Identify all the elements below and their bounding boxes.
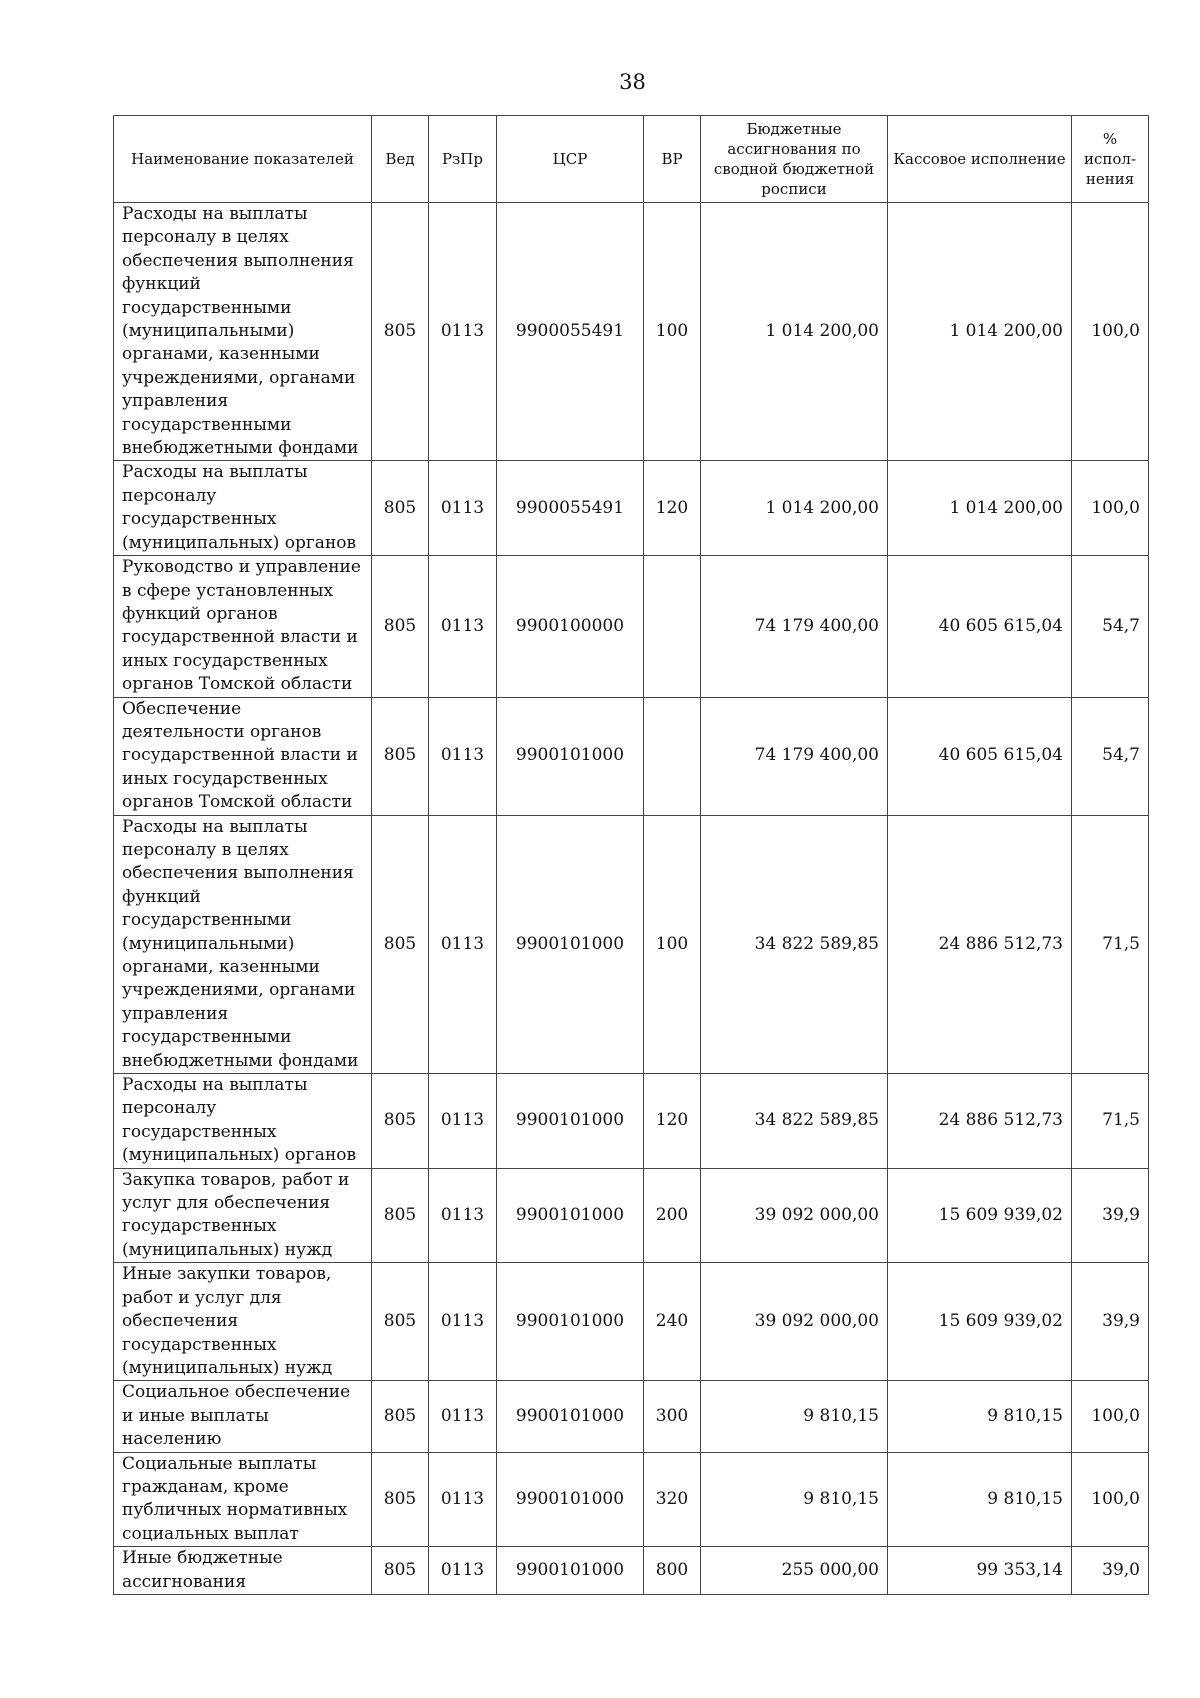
- row-vr: [644, 556, 701, 697]
- table-row: [114, 815, 1149, 1073]
- row-executed: 9 810,15: [888, 1381, 1072, 1452]
- row-rzpr: 0113: [429, 1263, 497, 1381]
- row-vr: 240: [644, 1263, 701, 1381]
- row-allocated: 34 822 589,85: [701, 815, 888, 1073]
- row-csr: 9900101000: [497, 1452, 644, 1547]
- header-name: Наименование показателей: [114, 116, 372, 203]
- row-percent: 39,0: [1072, 1547, 1149, 1595]
- row-rzpr: 0113: [429, 556, 497, 697]
- row-ved: 805: [372, 815, 429, 1073]
- row-csr: 9900101000: [497, 1263, 644, 1381]
- table-row: [114, 461, 1149, 556]
- row-allocated: 1 014 200,00: [701, 203, 888, 461]
- row-ved: 805: [372, 556, 429, 697]
- row-name: Руководство и управление в сфере установленных функций органов государственной власти и иных государственных органов Томской области: [114, 556, 372, 697]
- row-allocated: 74 179 400,00: [701, 556, 888, 697]
- row-vr: 100: [644, 815, 701, 1073]
- row-csr: 9900101000: [497, 815, 644, 1073]
- row-ved: 805: [372, 697, 429, 815]
- row-rzpr: 0113: [429, 1168, 497, 1263]
- row-executed: 24 886 512,73: [888, 1074, 1072, 1169]
- table-row: [114, 1547, 1149, 1595]
- row-vr: 800: [644, 1547, 701, 1595]
- row-executed: 15 609 939,02: [888, 1263, 1072, 1381]
- row-allocated: 9 810,15: [701, 1452, 888, 1547]
- row-percent: 39,9: [1072, 1263, 1149, 1381]
- row-ved: 805: [372, 1168, 429, 1263]
- row-name: Обеспечение деятельности органов государственной власти и иных государственных органов Томской области: [114, 697, 372, 815]
- row-rzpr: 0113: [429, 697, 497, 815]
- table-row: [114, 1074, 1149, 1169]
- row-vr: 120: [644, 461, 701, 556]
- row-allocated: 9 810,15: [701, 1381, 888, 1452]
- header-allocated: Бюджетные ассигнования по сводной бюджетной росписи: [701, 116, 888, 203]
- row-executed: 40 605 615,04: [888, 697, 1072, 815]
- row-vr: 200: [644, 1168, 701, 1263]
- row-csr: 9900101000: [497, 697, 644, 815]
- row-executed: 9 810,15: [888, 1452, 1072, 1547]
- table-row: [114, 556, 1149, 697]
- row-ved: 805: [372, 1547, 429, 1595]
- header-ved: Вед: [372, 116, 429, 203]
- row-csr: 9900101000: [497, 1381, 644, 1452]
- row-percent: 71,5: [1072, 815, 1149, 1073]
- row-executed: 40 605 615,04: [888, 556, 1072, 697]
- table-row: [114, 203, 1149, 461]
- row-vr: 300: [644, 1381, 701, 1452]
- row-vr: 120: [644, 1074, 701, 1169]
- row-rzpr: 0113: [429, 815, 497, 1073]
- table-row: [114, 1263, 1149, 1381]
- row-name: Расходы на выплаты персоналу государственных (муниципальных) органов: [114, 1074, 372, 1169]
- table-header-row: [114, 116, 1149, 203]
- row-allocated: 34 822 589,85: [701, 1074, 888, 1169]
- row-csr: 9900101000: [497, 1074, 644, 1169]
- row-percent: 100,0: [1072, 1381, 1149, 1452]
- row-percent: 54,7: [1072, 556, 1149, 697]
- row-vr: 320: [644, 1452, 701, 1547]
- row-ved: 805: [372, 1263, 429, 1381]
- row-allocated: 255 000,00: [701, 1547, 888, 1595]
- table-row: [114, 1452, 1149, 1547]
- page-number: 38: [619, 70, 646, 94]
- row-ved: 805: [372, 1074, 429, 1169]
- row-allocated: 74 179 400,00: [701, 697, 888, 815]
- row-percent: 71,5: [1072, 1074, 1149, 1169]
- row-rzpr: 0113: [429, 1381, 497, 1452]
- row-csr: 9900101000: [497, 1547, 644, 1595]
- row-executed: 99 353,14: [888, 1547, 1072, 1595]
- row-allocated: 1 014 200,00: [701, 461, 888, 556]
- header-csr: ЦСР: [497, 116, 644, 203]
- row-csr: 9900055491: [497, 461, 644, 556]
- row-allocated: 39 092 000,00: [701, 1168, 888, 1263]
- row-name: Социальное обеспечение и иные выплаты населению: [114, 1381, 372, 1452]
- row-percent: 39,9: [1072, 1168, 1149, 1263]
- row-name: Закупка товаров, работ и услуг для обеспечения государственных (муниципальных) нужд: [114, 1168, 372, 1263]
- table-row: [114, 1381, 1149, 1452]
- table-body: [114, 203, 1149, 1595]
- row-ved: 805: [372, 203, 429, 461]
- row-executed: 24 886 512,73: [888, 815, 1072, 1073]
- row-name: Расходы на выплаты персоналу государственных (муниципальных) органов: [114, 461, 372, 556]
- row-csr: 9900055491: [497, 203, 644, 461]
- row-rzpr: 0113: [429, 461, 497, 556]
- header-executed: Кассовое исполнение: [888, 116, 1072, 203]
- row-name: Расходы на выплаты персоналу в целях обеспечения выполнения функций государственными (муниципальными) органами, казенными учреждениями, органами управления государственными внебюджетными фондами: [114, 815, 372, 1073]
- budget-execution-table: [113, 115, 1149, 1595]
- row-ved: 805: [372, 1381, 429, 1452]
- row-rzpr: 0113: [429, 1074, 497, 1169]
- row-allocated: 39 092 000,00: [701, 1263, 888, 1381]
- row-csr: 9900101000: [497, 1168, 644, 1263]
- row-ved: 805: [372, 1452, 429, 1547]
- row-csr: 9900100000: [497, 556, 644, 697]
- row-name: Социальные выплаты гражданам, кроме публичных нормативных социальных выплат: [114, 1452, 372, 1547]
- header-vr: ВР: [644, 116, 701, 203]
- row-rzpr: 0113: [429, 1452, 497, 1547]
- row-executed: 1 014 200,00: [888, 461, 1072, 556]
- row-vr: [644, 697, 701, 815]
- row-executed: 1 014 200,00: [888, 203, 1072, 461]
- row-rzpr: 0113: [429, 203, 497, 461]
- header-rzpr: РзПр: [429, 116, 497, 203]
- row-name: Иные закупки товаров, работ и услуг для обеспечения государственных (муниципальных) нужд: [114, 1263, 372, 1381]
- row-name: Расходы на выплаты персоналу в целях обеспечения выполнения функций государственными (муниципальными) органами, казенными учреждениями, органами управления государственными внебюджетными фондами: [114, 203, 372, 461]
- row-vr: 100: [644, 203, 701, 461]
- row-name: Иные бюджетные ассигнования: [114, 1547, 372, 1595]
- row-ved: 805: [372, 461, 429, 556]
- table-row: [114, 697, 1149, 815]
- row-rzpr: 0113: [429, 1547, 497, 1595]
- header-percent: % испол-нения: [1072, 116, 1149, 203]
- row-percent: 100,0: [1072, 203, 1149, 461]
- table-row: [114, 1168, 1149, 1263]
- row-executed: 15 609 939,02: [888, 1168, 1072, 1263]
- row-percent: 100,0: [1072, 461, 1149, 556]
- row-percent: 54,7: [1072, 697, 1149, 815]
- row-percent: 100,0: [1072, 1452, 1149, 1547]
